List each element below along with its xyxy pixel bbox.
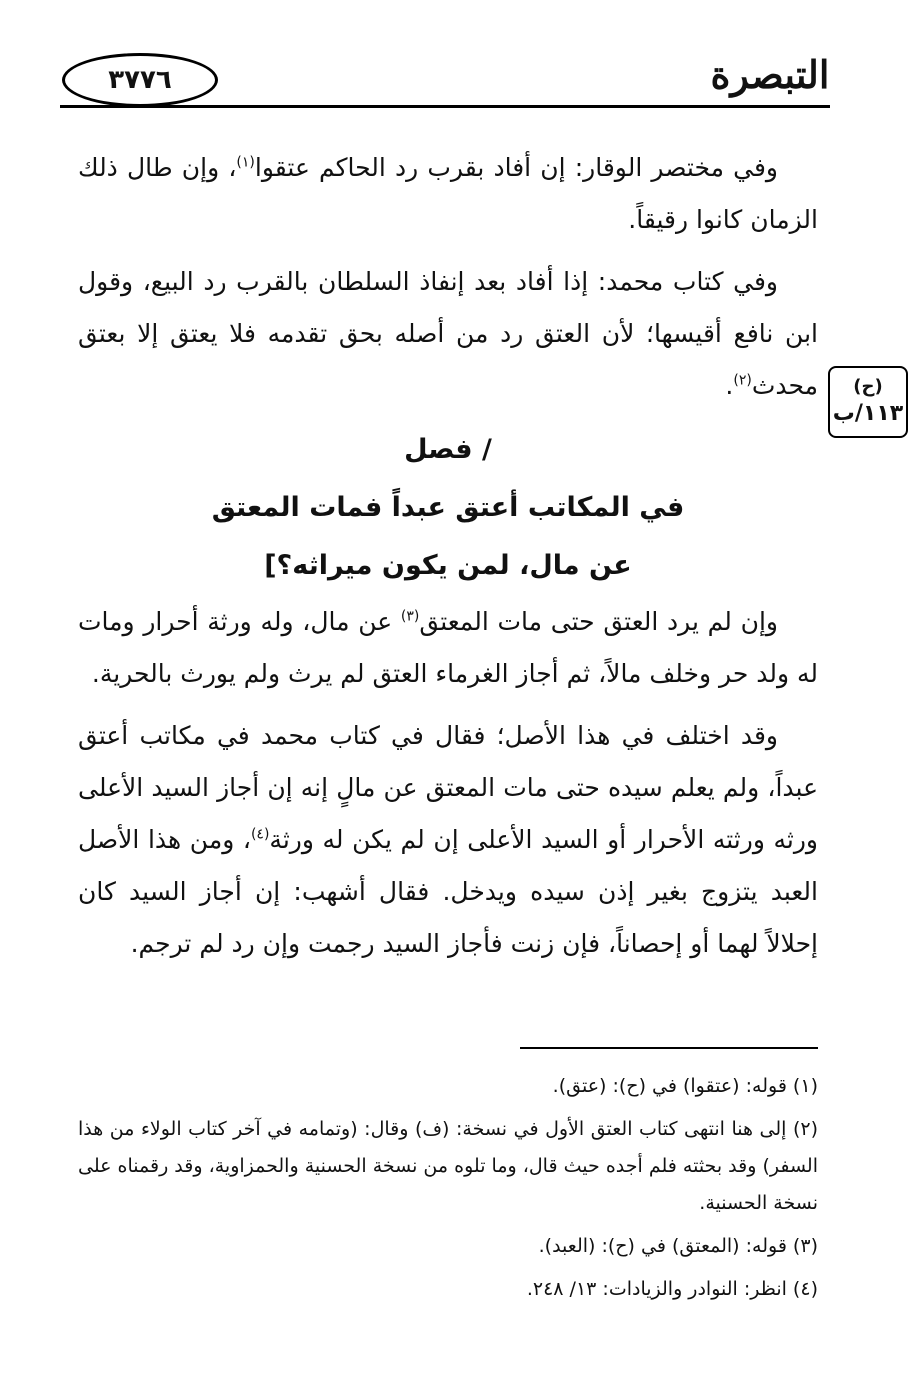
folio-manuscript-label: (ح) <box>853 376 883 397</box>
footnote-ref-4: (٤) <box>250 826 270 843</box>
header-rule <box>60 105 830 108</box>
paragraph-3 <box>78 596 818 700</box>
paragraph-text: ، ومن هذا الأصل العبد يتزوج بغير إذن سيده ويدخل. فقال أشهب: إن أجاز السيد كان إحلالاً لهما أو إحصاناً، فإن زنت فأجاز السيد رجمت وإن رد لم ترجم. <box>78 825 818 958</box>
paragraph-text: عن مال، وله ورثة أحرار ومات له ولد حر وخلف مالاً، ثم أجاز الغرماء العتق لم يرث ولم يورث بالحرية. <box>78 607 818 688</box>
footnote-ref-3: (٣) <box>400 608 420 625</box>
page-number: ٣٧٧٦ <box>62 53 218 107</box>
footnote-2: (٢) إلى هنا انتهى كتاب العتق الأول في نسخة: (ف) وقال: (وتمامه في آخر كتاب الولاء من هذا السفر) وقد بحثته فلم أجده حيث قال، وما تلوه من نسخة الحسنية والحمزاوية، وقد رقمناه على نسخة الحسنية. <box>78 1118 818 1214</box>
paragraph-4 <box>78 710 818 970</box>
footnote-3: (٣) قوله: (المعتق) في (ح): (العبد). <box>538 1235 818 1257</box>
paragraph-text: وفي مختصر الوقار: إن أفاد بقرب رد الحاكم عتقوا <box>254 153 778 182</box>
footnote-separator <box>520 1047 818 1049</box>
footnote-4: (٤) انظر: النوادر والزيادات: ١٣/ ٢٤٨. <box>526 1278 818 1300</box>
book-title: التبصرة <box>710 52 830 97</box>
footnote-ref-1: (١) <box>236 154 255 171</box>
manuscript-folio-note <box>828 366 908 438</box>
paragraph-text: وقد اختلف في هذا الأصل؛ فقال في كتاب محمد في مكاتب أعتق عبداً، ولم يعلم سيده حتى مات المعتق عن مالٍ إنه إن أجاز السيد الأعلى ورثه ورثته الأحرار أو السيد الأعلى إن لم يكن له ورثة <box>78 721 818 854</box>
main-text <box>78 142 818 980</box>
paragraph-text: وفي كتاب محمد: إذا أفاد بعد إنفاذ السلطان بالقرب رد البيع، وقول ابن نافع أقيسها؛ لأن العتق رد من أصله بحق تقدمه فلا يعتق إلا بعتق محدث <box>78 267 818 400</box>
page-header <box>60 45 830 125</box>
paragraph-1 <box>78 142 818 246</box>
folio-number: ١١٣/ب <box>832 401 904 426</box>
paragraph-text: ، وإن طال ذلك الزمان كانوا رقيقاً. <box>78 153 818 234</box>
paragraph-2 <box>78 256 818 412</box>
footnote-1: (١) قوله: (عتقوا) في (ح): (عتق). <box>552 1075 818 1097</box>
footnotes <box>78 1068 818 1314</box>
paragraph-text: وإن لم يرد العتق حتى مات المعتق <box>419 607 778 636</box>
section-heading-line-2: عن مال، لمن يكون ميراثه؟] <box>264 550 632 581</box>
paragraph-text: . <box>725 371 734 400</box>
section-heading-fasl: / فصل <box>404 434 492 465</box>
section-heading-line-1: في المكاتب أعتق عبداً فمات المعتق <box>211 492 685 523</box>
footnote-ref-2: (٢) <box>733 372 752 389</box>
